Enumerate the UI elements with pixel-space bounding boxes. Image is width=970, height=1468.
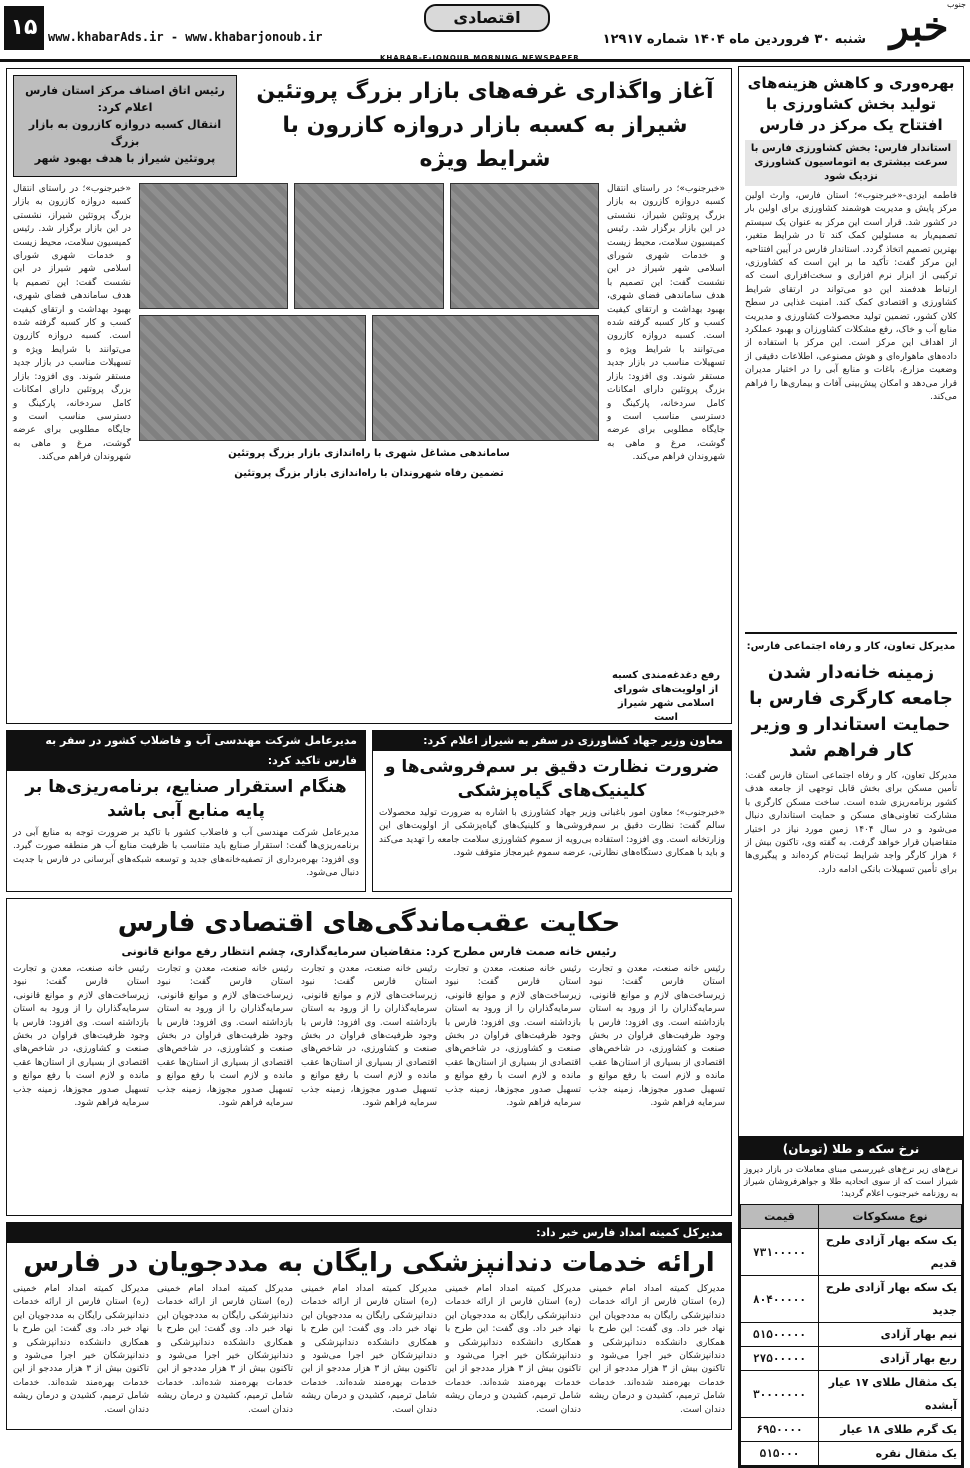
story-body: مدیرکل کمیته امداد امام خمینی (ره) استان فارس از ارائه خدمات دندانپزشکی رایگان به مددجویان این نهاد خبر داد. وی گفت: این طرح با همکاری دانشکده دندانپزشکی و دندانپزشکان خیر اجرا می‌شود و تاکنون بیش از ۳ هزار مددجو از این خدمات بهره‌مند شده‌اند. خدمات شامل ترمیم، کشیدن و درمان ریشه دندان است. [301, 1284, 437, 1415]
lead-callout [13, 75, 237, 177]
story-body: رئیس خانه صنعت، معدن و تجارت استان فارس گفت: نبود زیرساخت‌های لازم و موانع قانونی، سرمایه‌گذاران را از ورود به استان بازداشته است. وی افزود: فارس با وجود ظرفیت‌های فراوان در بخش صنعت و کشاورزی، در شاخص‌های اقتصادی از بسیاری از استان‌ها عقب مانده و لازم است با رفع موانع و تسهیل صدور مجوزها، زمینه جذب سرمایه فراهم شود. [301, 964, 437, 1109]
table-row [741, 1229, 962, 1276]
table-row [741, 1371, 962, 1418]
coin-name: یک سکه بهار آزادی طرح قدیم [819, 1229, 962, 1276]
coin-name: یک سکه بهار آزادی طرح جدید [819, 1276, 962, 1323]
prices-note: نرخ‌های زیر نرخ‌های غیررسمی مبنای معاملات در بازار دیروز شیراز است که از سوی اتحادیه طلا و جواهرفروشان شیراز به روزنامه خبرجنوب اعلام گردید: [744, 1165, 958, 1199]
table-row [741, 1418, 962, 1442]
story-body: مدیرکل کمیته امداد امام خمینی (ره) استان فارس از ارائه خدمات دندانپزشکی رایگان به مددجویان این نهاد خبر داد. وی گفت: این طرح با همکاری دانشکده دندانپزشکی و دندانپزشکان خیر اجرا می‌شود و تاکنون بیش از ۳ هزار مددجو از این خدمات بهره‌مند شده‌اند. خدمات شامل ترمیم، کشیدن و درمان ریشه دندان است. [445, 1284, 581, 1415]
lead-subhead: ساماندهی مشاغل شهری با راه‌اندازی بازار بزرگ پروتئین [228, 448, 510, 459]
section-label: اقتصادی [424, 4, 550, 32]
table-row [741, 1347, 962, 1371]
news-photo [450, 183, 599, 309]
news-photo [139, 183, 288, 309]
story-body: رئیس خانه صنعت، معدن و تجارت استان فارس گفت: نبود زیرساخت‌های لازم و موانع قانونی، سرمایه‌گذاران را از ورود به استان بازداشته است. وی افزود: فارس با وجود ظرفیت‌های فراوان در بخش صنعت و کشاورزی، در شاخص‌های اقتصادی از بسیاری از استان‌ها عقب مانده و لازم است با رفع موانع و تسهیل صدور مجوزها، زمینه جذب سرمایه فراهم شود. [157, 964, 293, 1109]
coin-name: نیم بهار آزادی [819, 1323, 962, 1347]
lead-subhead: تضمین رفاه شهروندان با راه‌اندازی بازار بزرگ پروتئین [234, 468, 504, 479]
story-headline: ارائه خدمات دندانپزشکی رایگان به مددجویان در فارس [23, 1248, 715, 1278]
callout-line: پروتئین شیراز با هدف بهبود شهر [34, 152, 216, 165]
news-photo [294, 183, 443, 309]
newspaper-strapline: KHABAR-E-JONOUB MORNING NEWSPAPER [380, 54, 580, 62]
story-headline: هنگام استقرار صنایع، برنامه‌ریزی‌ها بر پایه منابع آبی باشد [25, 777, 347, 821]
lead-story [6, 68, 732, 724]
story-body: مدیرکل کمیته امداد امام خمینی (ره) استان فارس از ارائه خدمات دندانپزشکی رایگان به مددجویان این نهاد خبر داد. وی گفت: این طرح با همکاری دانشکده دندانپزشکی و دندانپزشکان خیر اجرا می‌شود و تاکنون بیش از ۳ هزار مددجو از این خدمات بهره‌مند شده‌اند. خدمات شامل ترمیم، کشیدن و درمان ریشه دندان است. [13, 1284, 149, 1415]
story-body: رئیس خانه صنعت، معدن و تجارت استان فارس گفت: نبود زیرساخت‌های لازم و موانع قانونی، سرمایه‌گذاران را از ورود به استان بازداشته است. وی افزود: فارس با وجود ظرفیت‌های فراوان در بخش صنعت و کشاورزی، در شاخص‌های اقتصادی از بسیاری از استان‌ها عقب مانده و لازم است با رفع موانع و تسهیل صدور مجوزها، زمینه جذب سرمایه فراهم شود. [13, 964, 149, 1109]
coin-name: یک مثقال طلای ۱۷ عیار آبشده [819, 1371, 962, 1418]
coin-price: ۲۷۵۰۰۰۰۰ [741, 1347, 819, 1371]
story-kicker: مدیرعامل شرکت مهندسی آب و فاضلاب کشور در سفر به فارس تاکید کرد: [7, 731, 365, 771]
story-body: مدیرکل کمیته امداد امام خمینی (ره) استان فارس از ارائه خدمات دندانپزشکی رایگان به مددجویان این نهاد خبر داد. وی گفت: این طرح با همکاری دانشکده دندانپزشکی و دندانپزشکان خیر اجرا می‌شود و تاکنون بیش از ۳ هزار مددجو از این خدمات بهره‌مند شده‌اند. خدمات شامل ترمیم، کشیدن و درمان ریشه دندان است. [157, 1284, 293, 1415]
story-body: مدیرعامل شرکت مهندسی آب و فاضلاب کشور با تاکید بر ضرورت توجه به منابع آبی در برنامه‌ریزی‌ها گفت: استقرار صنایع باید متناسب با ظرفیت منابع آب هر منطقه صورت گیرد. وی افزود: بهره‌برداری از تصفیه‌خانه‌های جدید و توسعه شبکه‌های آبرسانی در فارس با جدیت دنبال می‌شود. [13, 828, 359, 879]
website-urls: www.khabarAds.ir - www.khabarjonoub.ir [48, 30, 323, 44]
coin-name: یک گرم طلای ۱۸ عیار [819, 1418, 962, 1442]
sidebar-headline: بهره‌وری و کاهش هزینه‌های تولید بخش کشاورزی با افتتاح یک مرکز در فارس [747, 74, 955, 134]
price-table [740, 1204, 962, 1466]
masthead [0, 0, 970, 62]
story-headline: ضرورت نظارت دقیق بر سم‌فروشی‌ها و کلینیک‌های گیاه‌پزشکی [384, 757, 720, 801]
sidebar-body-2: مدیرکل تعاون، کار و رفاه اجتماعی استان فارس گفت: تأمین مسکن برای بخش قابل توجهی از جامعه هدف کشور برنامه‌ریزی شده است. ساخت مسکن کارگری با مشارکت تعاونی‌های مسکن و حمایت استانداری دنبال می‌شود و در سال ۱۴۰۴ زمین مورد نیاز در اختیار متقاضیان قرار خواهد گرفت. به گفته وی، تاکنون بیش از ۶ هزار کارگر واجد شرایط ثبت‌نام کرده‌اند و پیگیری‌ها برای تأمین تسهیلات بانکی ادامه دارد. [745, 771, 957, 875]
issue-date: شنبه ۳۰ فروردین ماه ۱۴۰۴ شماره ۱۲۹۱۷ [602, 32, 866, 47]
lead-col-3 [13, 183, 131, 749]
newspaper-logo: خبر [889, 3, 949, 50]
table-row [741, 1276, 962, 1323]
news-row [6, 730, 732, 892]
table-row [741, 1323, 962, 1347]
gold-price-table [738, 1136, 964, 1468]
lead-subhead: رفع دغدغه‌مندی کسبه از اولویت‌های شورای اسلامی شهر شیراز است [611, 670, 721, 723]
page-number: ۱۵ [4, 6, 44, 50]
coin-name: ربع بهار آزادی [819, 1347, 962, 1371]
sidebar-body: فاطمه ایزدی-«خبرجنوب»؛ استان فارس، وارث اولین مرکز پایش و مدیریت هوشمند کشاورزی برای اولین بار در کشور شد. قرار است این مرکز به عنوان یک سیستم تصمیم‌یار به مسئولین کمک کند تا در شرایط متغیر، بهترین تصمیم اتخاذ گردد. استاندار فارس در آیین افتتاحیه این مرکز گفت: تأکید ما بر این است که کشاورزی، ترکیبی از ابزار نرم افزاری و سخت‌افزاری است که ارتباط هدفمند این دو می‌تواند در ارتقای شرایط کشاورزی و اقتصادی کمک کند. امنیت غذایی در سطح کلان کشور، تضمین تولید محصولات کشاورزی و مدیریت منابع آب و خاک، رفع مشکلات کشاورزان و بهبود عملکرد از اهداف این مرکز است. این مرکز با استفاده از داده‌های ماهواره‌ای و هوش مصنوعی، اطلاعات دقیقی از وضعیت مزارع، باغات و منابع آبی را در اختیار مدیران قرار می‌دهد و امکان پیش‌بینی آفات و بیماری‌ها را فراهم می‌کند. [745, 191, 957, 403]
story-deck: رئیس خانه صمت فارس مطرح کرد: متقاضیان سرمایه‌گذاری، چشم انتظار رفع موانع قانونی [121, 945, 617, 958]
coin-price: ۸۰۴۰۰۰۰۰ [741, 1276, 819, 1323]
coin-name: یک مثقال نقره [819, 1442, 962, 1466]
news-photo [372, 315, 599, 441]
story-body: رئیس خانه صنعت، معدن و تجارت استان فارس گفت: نبود زیرساخت‌های لازم و موانع قانونی، سرمایه‌گذاران را از ورود به استان بازداشته است. وی افزود: فارس با وجود ظرفیت‌های فراوان در بخش صنعت و کشاورزی، در شاخص‌های اقتصادی از بسیاری از استان‌ها عقب مانده و لازم است با رفع موانع و تسهیل صدور مجوزها، زمینه جذب سرمایه فراهم شود. [445, 964, 581, 1109]
callout-line: انتقال کسبه دروازه کازرون به بازار بزرگ [28, 118, 222, 148]
news-photo [139, 315, 366, 441]
story-body: «خبرجنوب»؛ معاون امور باغبانی وزیر جهاد کشاورزی با اشاره به ضرورت تولید محصولات سالم گفت: نظارت دقیق بر سم‌فروشی‌ها و کلینیک‌های گیاه‌پزشکی از اولویت‌های این وزارتخانه است. وی افزود: استفاده بی‌رویه از سموم کشاورزی سلامت جامعه را تهدید می‌کند و باید با همکاری دستگاه‌های نظارتی، عرضه سموم غیرمجاز متوقف شود. [379, 808, 725, 859]
story-headline: حکایت عقب‌ماندگی‌های اقتصادی فارس [117, 908, 621, 938]
coin-price: ۷۳۱۰۰۰۰۰ [741, 1229, 819, 1276]
lead-photos [139, 183, 599, 749]
story-4 [6, 898, 732, 1216]
story-2 [372, 730, 732, 892]
coin-price: ۳۰۰۰۰۰۰۰ [741, 1371, 819, 1418]
sidebar-deck: استاندار فارس: بخش کشاورزی فارس با سرعت بیشتری به اتوماسیون کشاورزی نزدیک شود [745, 140, 957, 186]
divider [745, 632, 957, 634]
logo-subtitle: جنوب [946, 0, 966, 9]
story-kicker: مدیرکل کمیته امداد فارس خبر داد: [7, 1223, 731, 1243]
sidebar-headline-2: زمینه خانه‌دار شدن جامعه کارگری فارس با حمایت استاندار و وزیر کار فراهم شد [749, 662, 953, 761]
story-3 [6, 730, 366, 892]
lead-col-1 [607, 183, 725, 749]
sidebar-kicker: مدیرکل تعاون، کار و رفاه اجتماعی فارس: [746, 641, 956, 652]
col-header-type: نوع مسکوکات [819, 1205, 962, 1229]
story-body: رئیس خانه صنعت، معدن و تجارت استان فارس گفت: نبود زیرساخت‌های لازم و موانع قانونی، سرمایه‌گذاران را از ورود به استان بازداشته است. وی افزود: فارس با وجود ظرفیت‌های فراوان در بخش صنعت و کشاورزی، در شاخص‌های اقتصادی از بسیاری از استان‌ها عقب مانده و لازم است با رفع موانع و تسهیل صدور مجوزها، زمینه جذب سرمایه فراهم شود. [589, 964, 725, 1109]
table-row [741, 1442, 962, 1466]
story-body: مدیرکل کمیته امداد امام خمینی (ره) استان فارس از ارائه خدمات دندانپزشکی رایگان به مددجویان این نهاد خبر داد. وی گفت: این طرح با همکاری دانشکده دندانپزشکی و دندانپزشکان خیر اجرا می‌شود و تاکنون بیش از ۳ هزار مددجو از این خدمات بهره‌مند شده‌اند. خدمات شامل ترمیم، کشیدن و درمان ریشه دندان است. [589, 1284, 725, 1415]
story-5 [6, 1222, 732, 1430]
callout-title: رئیس اتاق اصناف مرکز استان فارس اعلام کرد: [25, 84, 225, 114]
coin-price: ۵۱۵۰۰۰۰۰ [741, 1323, 819, 1347]
prices-title: نرخ سکه و طلا (تومان) [740, 1138, 962, 1160]
lead-headline: آغاز واگذاری غرفه‌های بازار بزرگ پروتئین شیراز به کسبه بازار دروازه کازرون با شرایط ویژه [256, 79, 714, 172]
lead-body: «خبرجنوب»؛ در راستای انتقال کسبه دروازه کازرون به بازار بزرگ پروتئین شیراز، نشستی در این بازار برگزار شد. رئیس کمیسیون سلامت، محیط زیست و خدمات شهری شورای اسلامی شهر شیراز در این نشست گفت: این تصمیم با هدف ساماندهی فضای شهری، بهبود بهداشت و ارتقای کیفیت کسب و کار کسبه گرفته شده است. کسبه دروازه کازرون می‌توانند با شرایط ویژه و تسهیلات مناسب در بازار جدید مستقر شوند. وی افزود: بازار بزرگ پروتئین دارای امکانات کامل سردخانه، پارکینگ و دسترسی مناسب است و جایگاه مطلوبی برای عرضه گوشت، مرغ و ماهی به شهروندان فراهم می‌کند. [13, 184, 131, 463]
story-kicker: معاون وزیر جهاد کشاورزی در سفر به شیراز اعلام کرد: [373, 731, 731, 751]
coin-price: ۶۹۵۰۰۰۰ [741, 1418, 819, 1442]
lead-body: «خبرجنوب»؛ در راستای انتقال کسبه دروازه کازرون به بازار بزرگ پروتئین شیراز، نشستی در این بازار برگزار شد. رئیس کمیسیون سلامت، محیط زیست و خدمات شهری شورای اسلامی شهر شیراز در این نشست گفت: این تصمیم با هدف ساماندهی فضای شهری، بهبود بهداشت و ارتقای کیفیت کسب و کار کسبه گرفته شده است. کسبه دروازه کازرون می‌توانند با شرایط ویژه و تسهیلات مناسب در بازار جدید مستقر شوند. وی افزود: بازار بزرگ پروتئین دارای امکانات کامل سردخانه، پارکینگ و دسترسی مناسب است و جایگاه مطلوبی برای عرضه گوشت، مرغ و ماهی به شهروندان فراهم می‌کند. [607, 184, 725, 463]
coin-price: ۵۱۵۰۰۰ [741, 1442, 819, 1466]
col-header-price: قیمت [741, 1205, 819, 1229]
